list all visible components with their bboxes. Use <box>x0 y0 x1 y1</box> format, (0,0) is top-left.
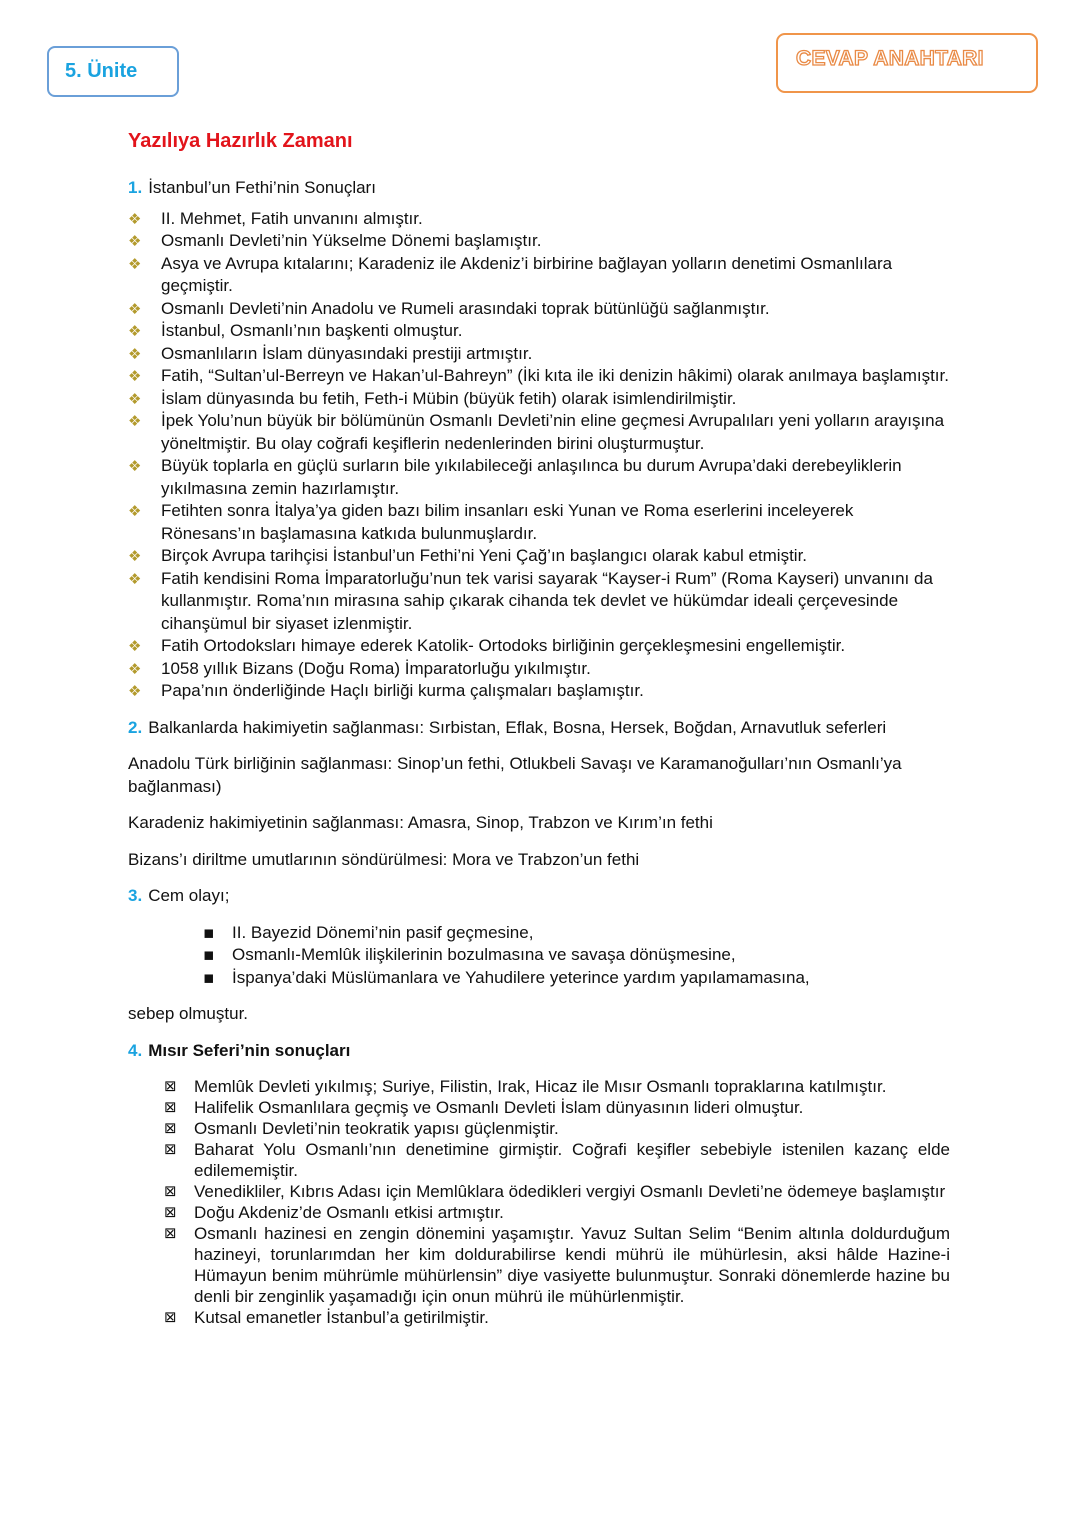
section-1-heading <box>128 177 950 200</box>
list-item: ⊠ Baharat Yolu Osmanlı’nın denetimine girmiştir. Coğrafi keşifler sebebiyle istenilen kazanç elde edilememiştir. <box>164 1139 950 1181</box>
section-3-list <box>203 922 950 990</box>
section-heading-text: Mısır Seferi’nin sonuçları <box>148 1040 351 1060</box>
list-item: ▪ İspanya’daki Müslümanlara ve Yahudilere yeterince yardım yapılamamasına, <box>203 967 950 990</box>
section-1-list <box>128 208 950 703</box>
list-item: ❖ Papa’nın önderliğinde Haçlı birliği kurma çalışmaları başlamıştır. <box>128 680 950 703</box>
list-item: ⊠ Doğu Akdeniz’de Osmanlı etkisi artmıştır. <box>164 1202 950 1223</box>
answer-key-label: CEVAP ANAHTARI <box>796 47 984 70</box>
list-item: ❖ İpek Yolu’nun büyük bir bölümünün Osmanlı Devleti’nin eline geçmesi Avrupalıları yeni yolların arayışına yöneltmiştir. Bu olay coğrafi keşiflerin nedenlerinden birini oluşturmuştur. <box>128 410 950 455</box>
list-item: ❖ İstanbul, Osmanlı’nın başkenti olmuştur. <box>128 320 950 343</box>
section-number: 1. <box>128 178 143 197</box>
list-item: ❖ Fetihten sonra İtalya’ya giden bazı bilim insanları eski Yunan ve Roma eserlerini inceleyerek Rönesans’ın başlamasına katkıda bulunmuşlardır. <box>128 500 950 545</box>
list-item: ▪ II. Bayezid Dönemi’nin pasif geçmesine, <box>203 922 950 945</box>
list-item: ❖ Birçok Avrupa tarihçisi İstanbul’un Fethi’ni Yeni Çağ’ın başlangıcı olarak kabul etmiştir. <box>128 545 950 568</box>
section-number: 2. <box>128 717 143 737</box>
list-item: ▪ Osmanlı-Memlûk ilişkilerinin bozulmasına ve savaşa dönüşmesine, <box>203 944 950 967</box>
section-4-heading <box>128 1040 950 1063</box>
list-item: ❖ 1058 yıllık Bizans (Doğu Roma) İmparatorluğu yıkılmıştır. <box>128 658 950 681</box>
list-item: ⊠ Kutsal emanetler İstanbul’a getirilmiştir. <box>164 1307 950 1328</box>
list-item: ❖ II. Mehmet, Fatih unvanını almıştır. <box>128 208 950 231</box>
section-number: 4. <box>128 1040 143 1060</box>
list-item: ❖ Fatih kendisini Roma İmparatorluğu’nun tek varisi sayarak “Kayser-i Rum” (Roma Kayseri) unvanını da kullanmıştır. Roma’nın mirasına sahip çıkarak cihanda tek devlet ve hükümdar ideali çerçevesinde cihanşümul bir siyaset izlenmiştir. <box>128 568 950 636</box>
list-item: ❖ Asya ve Avrupa kıtalarını; Karadeniz ile Akdeniz’i birbirine bağlayan yolların denetimi Osmanlılara geçmiştir. <box>128 253 950 298</box>
paragraph: sebep olmuştur. <box>128 1004 249 1023</box>
list-item: ❖ Fatih, “Sultan’ul-Berreyn ve Hakan’ul-Bahreyn” (İki kıta ile iki denizin hâkimi) olarak anılmaya başlamıştır. <box>128 365 950 388</box>
document-body <box>128 177 950 1328</box>
list-item: ❖ Osmanlı Devleti’nin Anadolu ve Rumeli arasındaki toprak bütünlüğü sağlanmıştır. <box>128 298 950 321</box>
list-item: ❖ Osmanlı Devleti’nin Yükselme Dönemi başlamıştır. <box>128 230 950 253</box>
section-heading-text: Balkanlarda hakimiyetin sağlanması: Sırbistan, Eflak, Bosna, Hersek, Boğdan, Arnavutluk seferleri <box>148 717 887 737</box>
paragraph: Bizans’ı diriltme umutlarının söndürülmesi: Mora ve Trabzon’un fethi <box>128 849 640 869</box>
list-item: ⊠ Memlûk Devleti yıkılmış; Suriye, Filistin, Irak, Hicaz ile Mısır Osmanlı topraklarına katılmıştır. <box>164 1076 950 1097</box>
section-2-heading <box>128 717 950 740</box>
page-title: Yazılıya Hazırlık Zamanı <box>128 130 353 152</box>
unit-badge <box>47 46 179 97</box>
answer-key-badge <box>776 33 1038 93</box>
list-item: ❖ İslam dünyasında bu fetih, Feth-i Mübin (büyük fetih) olarak isimlendirilmiştir. <box>128 388 950 411</box>
list-item: ⊠ Osmanlı hazinesi en zengin dönemini yaşamıştır. Yavuz Sultan Selim “Benim altınla doldurduğum hazineyi, torunlarımdan her kim doldurabilirse kendi mührü ile mühürlesin, aksi hâlde Hazine-i Hümayun benim mührümle mühürlensin” diye vasiyette bulunmuştur. Sonraki dönemlerde hazine bu denli bir zenginlik yaşamadığı için onun mührü ile mühürlenmiştir. <box>164 1223 950 1307</box>
paragraph: Anadolu Türk birliğinin sağlanması: Sinop’un fethi, Otlukbeli Savaşı ve Karamanoğulları’nın Osmanlı’ya bağlanması) <box>128 754 902 796</box>
section-heading-text: İstanbul’un Fethi’nin Sonuçları <box>148 178 376 197</box>
list-item: ⊠ Venedikliler, Kıbrıs Adası için Memlûklara ödedikleri vergiyi Osmanlı Devleti’ne ödemeye başlamıştır <box>164 1181 950 1202</box>
list-item: ⊠ Osmanlı Devleti’nin teokratik yapısı güçlenmiştir. <box>164 1118 950 1139</box>
section-4-list <box>164 1076 950 1328</box>
paragraph: Karadeniz hakimiyetinin sağlanması: Amasra, Sinop, Trabzon ve Kırım’ın fethi <box>128 813 713 832</box>
list-item: ⊠ Halifelik Osmanlılara geçmiş ve Osmanlı Devleti İslam dünyasının lideri olmuştur. <box>164 1097 950 1118</box>
section-3-heading <box>128 885 950 908</box>
section-number: 3. <box>128 886 143 905</box>
list-item: ❖ Fatih Ortodoksları himaye ederek Katolik- Ortodoks birliğinin gerçekleşmesini engellemiştir. <box>128 635 950 658</box>
unit-label: 5. Ünite <box>65 60 138 82</box>
list-item: ❖ Büyük toplarla en güçlü surların bile yıkılabileceği anlaşılınca bu durum Avrupa’daki derebeyliklerin yıkılmasına zemin hazırlamıştır. <box>128 455 950 500</box>
section-heading-text: Cem olayı; <box>148 886 230 905</box>
list-item: ❖ Osmanlıların İslam dünyasındaki prestiji artmıştır. <box>128 343 950 366</box>
